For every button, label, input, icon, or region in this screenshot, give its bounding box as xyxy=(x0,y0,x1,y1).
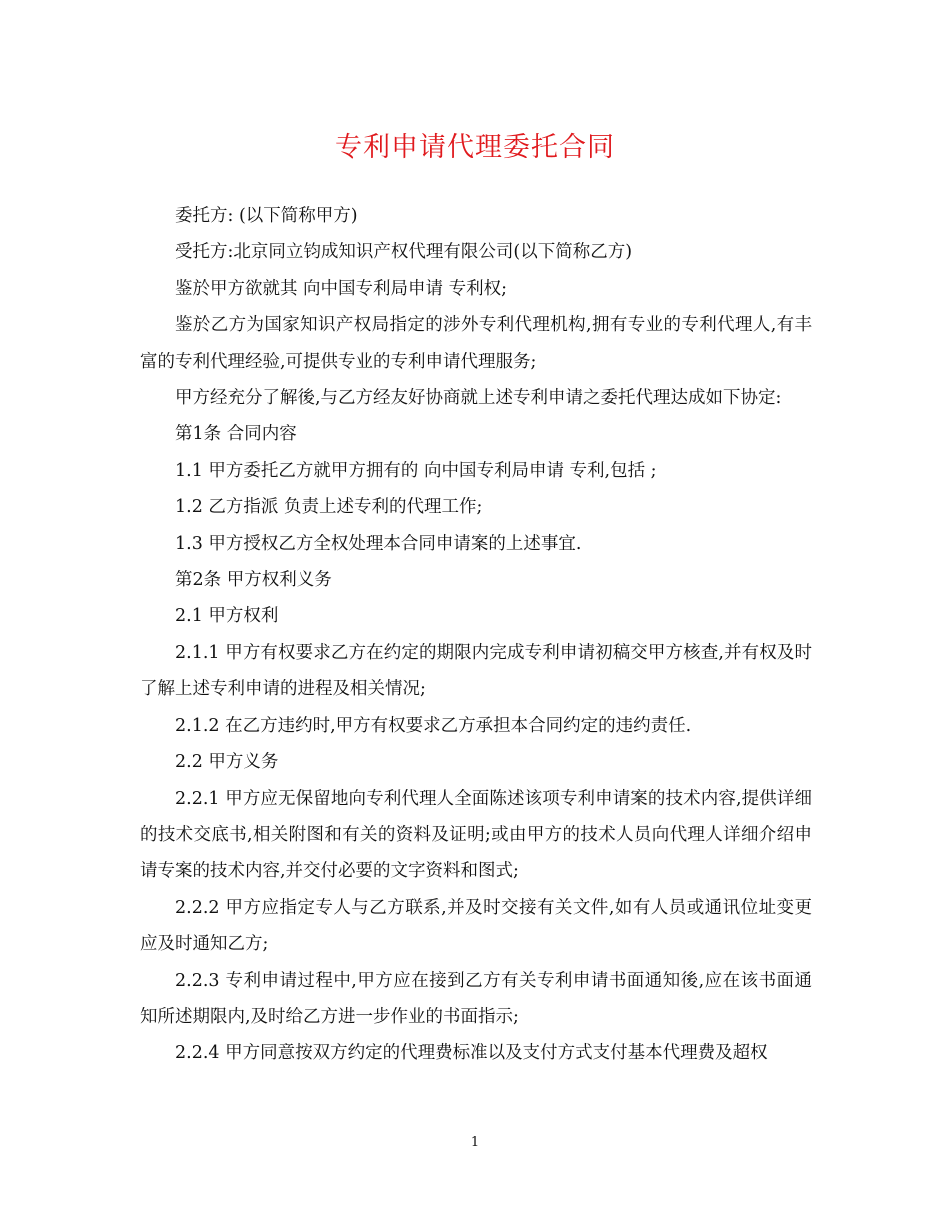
clause-2-1-1: 2.1.1 甲方有权要求乙方在约定的期限内完成专利申请初稿交甲方核查,并有权及时了解上述专利申请的进程及相关情况; xyxy=(140,642,812,700)
clause-2-2-2: 2.2.2 甲方应指定专人与乙方联系,并及时交接有关文件,如有人员或通讯位址变更应及时通知乙方; xyxy=(140,897,812,955)
page-number: 1 xyxy=(470,1135,480,1150)
clause-2-2-4: 2.2.4 甲方同意按双方约定的代理费标准以及支付方式支付基本代理费及超权 xyxy=(175,1043,768,1064)
paragraph-client: 委托方: (以下简称甲方) xyxy=(175,206,358,226)
clause-2-1: 2.1 甲方权利 xyxy=(175,606,279,627)
clause-1-1: 1.1 甲方委托乙方就甲方拥有的 向中国专利局申请 专利,包括 ; xyxy=(175,460,657,481)
clause-2-1-2: 2.1.2 在乙方违约时,甲方有权要求乙方承担本合同约定的违约责任. xyxy=(175,715,692,736)
paragraph-agreement: 甲方经充分了解後,与乙方经友好协商就上述专利申请之委托代理达成如下协定: xyxy=(175,388,782,409)
document-body xyxy=(140,198,812,1072)
paragraph-whereas-agent: 鉴於乙方为国家知识产权局指定的涉外专利代理机构,拥有专业的专利代理人,有丰富的专利代理经验,可提供专业的专利申请代理服务; xyxy=(140,315,812,372)
clause-1-2: 1.2 乙方指派 负责上述专利的代理工作; xyxy=(175,497,483,518)
clause-2-2-3: 2.2.3 专利申请过程中,甲方应在接到乙方有关专利申请书面通知後,应在该书面通知所述期限内,及时给乙方进一步作业的书面指示; xyxy=(140,970,812,1027)
clause-2-2-1: 2.2.1 甲方应无保留地向专利代理人全面陈述该项专利申请案的技术内容,提供详细的技术交底书,相关附图和有关的资料及证明;或由甲方的技术人员向代理人详细介绍申请专案的技术内容,并交付必要的文字资料和图式; xyxy=(140,788,812,882)
paragraph-agent: 受托方:北京同立钧成知识产权代理有限公司(以下简称乙方) xyxy=(175,242,633,263)
document-title: 专利申请代理委托合同 xyxy=(335,132,615,163)
clause-2-2: 2.2 甲方义务 xyxy=(175,752,279,773)
clause-1-3: 1.3 甲方授权乙方全权处理本合同申请案的上述事宜. xyxy=(175,533,582,554)
paragraph-whereas-client: 鉴於甲方欲就其 向中国专利局申请 专利权; xyxy=(175,278,508,299)
article-2-heading: 第2条 甲方权利义务 xyxy=(175,570,332,591)
article-1-heading: 第1条 合同内容 xyxy=(175,424,297,445)
